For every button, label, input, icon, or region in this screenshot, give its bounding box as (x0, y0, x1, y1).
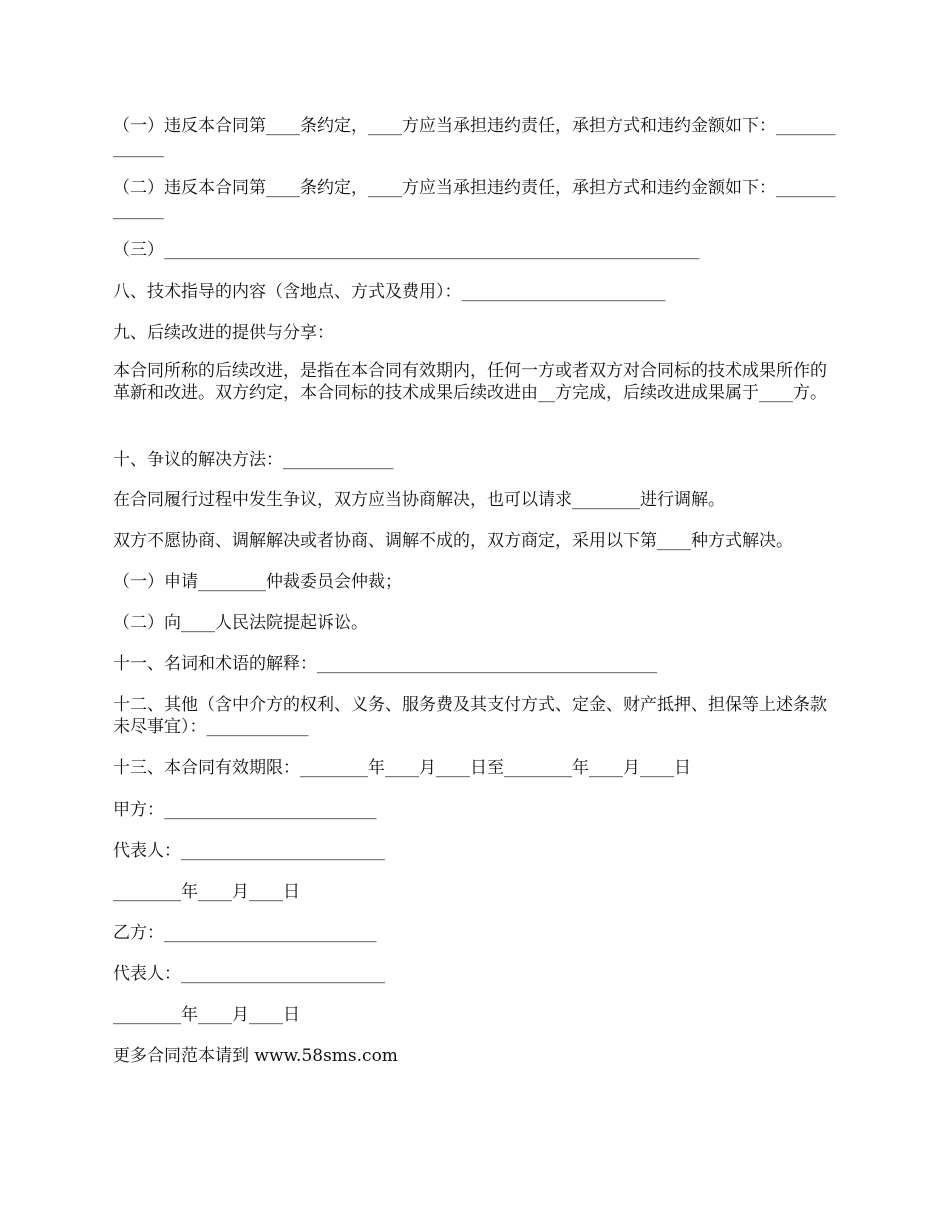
litigation-option: （二）向____人民法院提起诉讼。 (113, 613, 368, 633)
breach-clause-3: （三）_______________________________________________________________ (113, 240, 700, 260)
party-a-line: 甲方：_________________________ (113, 800, 377, 820)
improvement-paragraph: 本合同所称的后续改进，是指在本合同有效期内，任何一方或者双方对合同标的技术成果所作的革新和改进。双方约定，本合同标的技术成果后续改进由__方完成，后续改进成果属于____方。 (113, 361, 827, 403)
party-b-date: ________年____月____日 (113, 1005, 300, 1025)
party-b-line: 乙方：_________________________ (113, 923, 377, 943)
section-10-heading: 十、争议的解决方法：_____________ (113, 450, 394, 470)
breach-clause-2: （二）违反本合同第____条约定，____方应当承担违约责任，承担方式和违约金额如下：_____________ (113, 178, 836, 220)
arbitration-option: （一）申请________仲裁委员会仲裁； (113, 572, 402, 592)
section-9-heading: 九、后续改进的提供与分享： (113, 323, 334, 343)
party-b-representative: 代表人：________________________ (113, 964, 385, 984)
party-a-representative: 代表人：________________________ (113, 841, 385, 861)
party-a-date: ________年____月____日 (113, 882, 300, 902)
section-13-term: 十三、本合同有效期限：________年____月____日至________年____月____日 (113, 758, 691, 778)
breach-clause-1: （一）违反本合同第____条约定，____方应当承担违约责任，承担方式和违约金额如下：_____________ (113, 116, 836, 158)
section-11-heading: 十一、名词和术语的解释：________________________________________ (113, 654, 657, 674)
section-12-heading: 十二、其他（含中介方的权利、义务、服务费及其支付方式、定金、财产抵押、担保等上述条款未尽事宜）：____________ (113, 695, 827, 737)
resolution-paragraph: 双方不愿协商、调解解决或者协商、调解不成的，双方商定，采用以下第____种方式解决。 (113, 531, 793, 551)
section-8-heading: 八、技术指导的内容（含地点、方式及费用）：________________________ (113, 282, 666, 302)
footer-note: 更多合同范本请到 www.58sms.com (113, 1046, 398, 1066)
mediation-paragraph: 在合同履行过程中发生争议，双方应当协商解决，也可以请求________进行调解。 (113, 490, 725, 510)
